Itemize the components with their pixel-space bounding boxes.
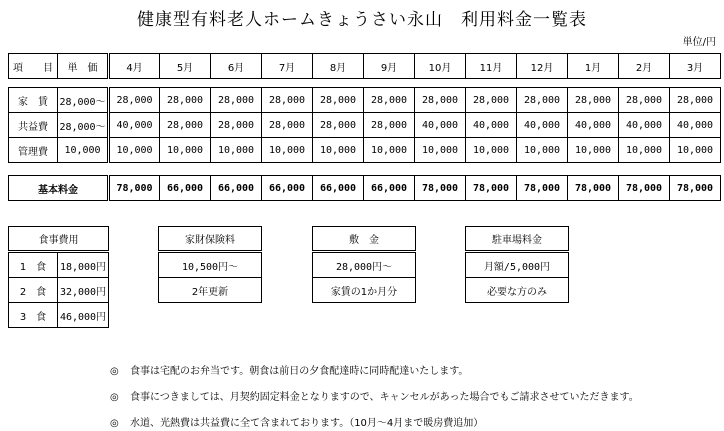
value-cell: 28,000 xyxy=(211,88,262,113)
parking-box-title: 駐車場料金 xyxy=(466,227,569,252)
value-cell: 40,000 xyxy=(619,113,670,138)
header-month: 4月 xyxy=(109,54,160,79)
value-cell: 40,000 xyxy=(568,113,619,138)
header-month: 6月 xyxy=(211,54,262,79)
total-cell: 66,000 xyxy=(262,176,313,201)
value-cell: 10,000 xyxy=(517,138,568,163)
note-text: 食事は宅配のお弁当です。朝食は前日の夕食配達時に同時配達いたします。 xyxy=(130,366,469,377)
value-cell: 40,000 xyxy=(109,113,160,138)
total-cell: 78,000 xyxy=(466,176,517,201)
header-month: 7月 xyxy=(262,54,313,79)
total-cell: 78,000 xyxy=(670,176,721,201)
deposit-note: 家賃の1か月分 xyxy=(313,278,416,303)
header-month: 9月 xyxy=(364,54,415,79)
value-cell: 10,000 xyxy=(466,138,517,163)
bullet-mark-icon: ◎ xyxy=(110,366,119,377)
value-cell: 28,000 xyxy=(109,88,160,113)
value-cell: 40,000 xyxy=(415,113,466,138)
total-cell: 66,000 xyxy=(160,176,211,201)
meal-label: 3 食 xyxy=(9,303,58,328)
header-month: 3月 xyxy=(670,54,721,79)
fee-table-total xyxy=(8,175,721,201)
row-label: 管理費 xyxy=(9,138,58,163)
deposit-amount: 28,000円～ xyxy=(313,252,416,278)
value-cell: 28,000 xyxy=(262,113,313,138)
header-row xyxy=(9,54,721,79)
value-cell: 28,000 xyxy=(211,113,262,138)
value-cell: 10,000 xyxy=(568,138,619,163)
value-cell: 28,000 xyxy=(313,113,364,138)
parking-box xyxy=(465,226,569,303)
value-cell: 28,000 xyxy=(364,113,415,138)
value-cell: 28,000 xyxy=(262,88,313,113)
unit-label: 単位/円 xyxy=(682,37,716,48)
row-label: 共益費 xyxy=(9,113,58,138)
value-cell: 28,000 xyxy=(517,88,568,113)
insurance-renewal: 2年更新 xyxy=(159,278,262,303)
insurance-box-title: 家財保険料 xyxy=(159,227,262,252)
value-cell: 10,000 xyxy=(160,138,211,163)
deposit-box xyxy=(312,226,416,303)
value-cell: 40,000 xyxy=(466,113,517,138)
deposit-box-title: 敷 金 xyxy=(313,227,416,252)
total-label: 基本料金 xyxy=(9,176,109,201)
value-cell: 10,000 xyxy=(262,138,313,163)
note-item xyxy=(110,388,639,403)
value-cell: 28,000 xyxy=(160,88,211,113)
header-month: 10月 xyxy=(415,54,466,79)
parking-amount: 月額/5,000円 xyxy=(466,252,569,278)
value-cell: 28,000 xyxy=(313,88,364,113)
table-row-total xyxy=(9,176,721,201)
value-cell: 10,000 xyxy=(211,138,262,163)
total-cell: 78,000 xyxy=(568,176,619,201)
meal-row xyxy=(9,252,109,278)
meal-row xyxy=(9,303,109,328)
value-cell: 40,000 xyxy=(670,113,721,138)
value-cell: 28,000 xyxy=(364,88,415,113)
meal-cost-box xyxy=(8,226,109,328)
meal-value: 46,000円 xyxy=(58,303,109,328)
value-cell: 10,000 xyxy=(619,138,670,163)
note-text: 水道、光熱費は共益費に全て含まれております。（10月～4月まで暖房費追加） xyxy=(130,418,484,429)
value-cell: 28,000 xyxy=(619,88,670,113)
row-label: 家 賃 xyxy=(9,88,58,113)
header-month: 12月 xyxy=(517,54,568,79)
header-unit-price: 単 価 xyxy=(58,54,109,79)
meal-row xyxy=(9,278,109,303)
page-title: 健康型有料老人ホームきょうさい永山 利用料金一覧表 xyxy=(137,10,587,30)
total-cell: 66,000 xyxy=(313,176,364,201)
value-cell: 10,000 xyxy=(415,138,466,163)
total-cell: 78,000 xyxy=(415,176,466,201)
fee-table-body xyxy=(8,87,721,163)
value-cell: 28,000 xyxy=(670,88,721,113)
table-row-management-fee xyxy=(9,138,721,163)
meal-label: 1 食 xyxy=(9,252,58,278)
meal-value: 32,000円 xyxy=(58,278,109,303)
value-cell: 10,000 xyxy=(364,138,415,163)
value-cell: 28,000 xyxy=(466,88,517,113)
value-cell: 28,000 xyxy=(160,113,211,138)
header-item: 項 目 xyxy=(9,54,58,79)
meal-value: 18,000円 xyxy=(58,252,109,278)
unit-price-cell: 10,000 xyxy=(58,138,109,163)
value-cell: 40,000 xyxy=(517,113,568,138)
unit-price-cell: 28,000～ xyxy=(58,88,109,113)
total-cell: 66,000 xyxy=(211,176,262,201)
parking-note: 必要な方のみ xyxy=(466,278,569,303)
value-cell: 28,000 xyxy=(415,88,466,113)
total-cell: 78,000 xyxy=(109,176,160,201)
header-month: 11月 xyxy=(466,54,517,79)
note-item xyxy=(110,414,483,429)
insurance-box xyxy=(158,226,262,303)
meal-box-title: 食事費用 xyxy=(9,227,109,252)
total-cell: 78,000 xyxy=(619,176,670,201)
meal-label: 2 食 xyxy=(9,278,58,303)
header-month: 8月 xyxy=(313,54,364,79)
fee-table-header xyxy=(8,53,721,79)
total-cell: 66,000 xyxy=(364,176,415,201)
value-cell: 28,000 xyxy=(568,88,619,113)
note-item xyxy=(110,362,468,377)
bullet-mark-icon: ◎ xyxy=(110,392,119,403)
value-cell: 10,000 xyxy=(670,138,721,163)
header-month: 2月 xyxy=(619,54,670,79)
note-text: 食事につきましては、月契約固定料金となりますので、キャンセルがあった場合でもご請求させていただきます。 xyxy=(130,392,639,403)
header-month: 5月 xyxy=(160,54,211,79)
value-cell: 10,000 xyxy=(109,138,160,163)
total-cell: 78,000 xyxy=(517,176,568,201)
unit-price-cell: 28,000～ xyxy=(58,113,109,138)
table-row-rent xyxy=(9,88,721,113)
insurance-amount: 10,500円～ xyxy=(159,252,262,278)
value-cell: 10,000 xyxy=(313,138,364,163)
table-row-common-fee xyxy=(9,113,721,138)
bullet-mark-icon: ◎ xyxy=(110,418,119,429)
header-month: 1月 xyxy=(568,54,619,79)
